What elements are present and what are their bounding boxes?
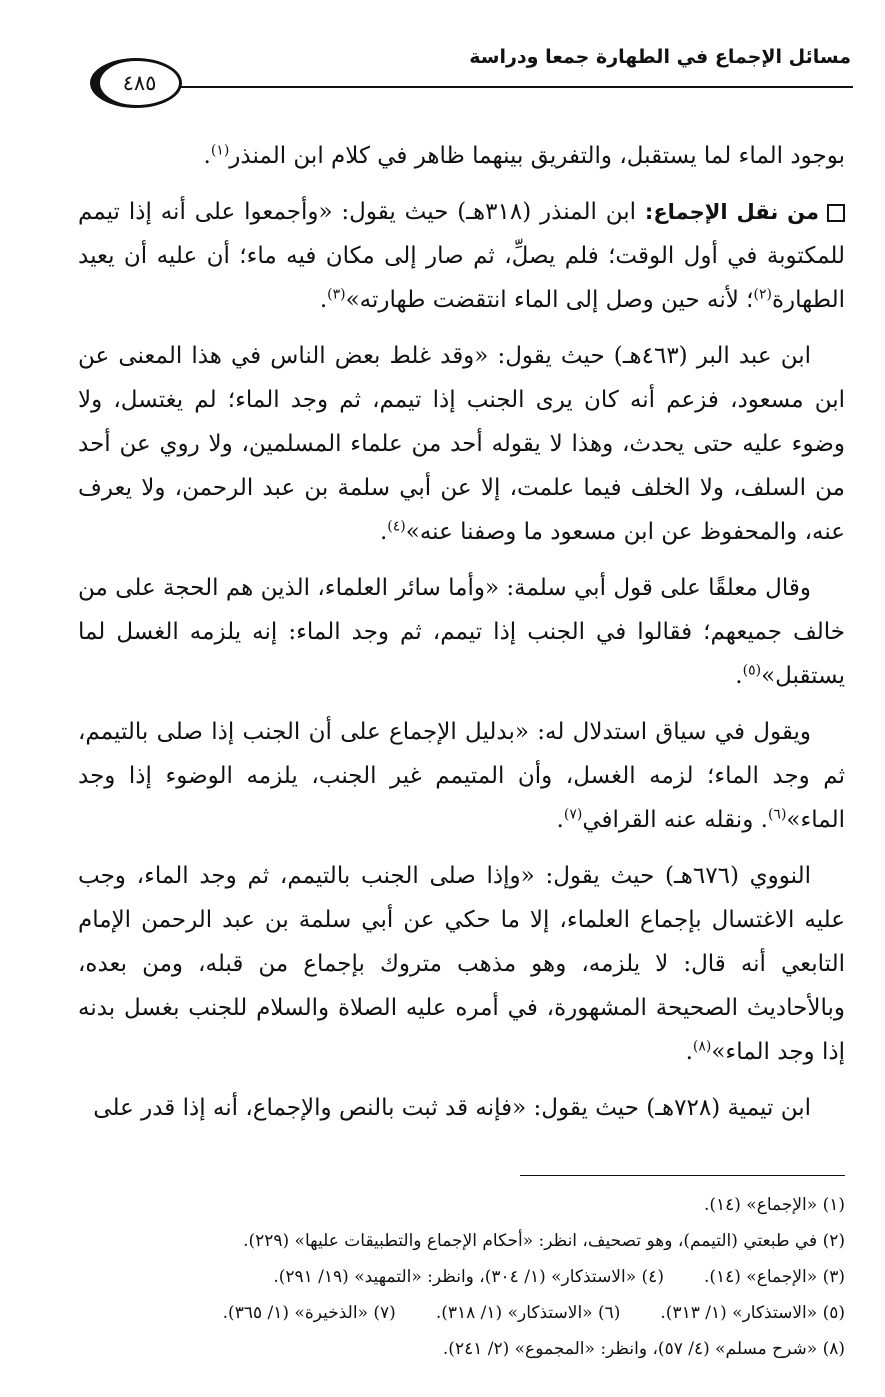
paragraph: وقال معلقًا على قول أبي سلمة: «وأما سائر العلماء، الذين هم الحجة على من خالف جميعهم؛ فقالوا في الجنب إذا تيمم، ثم وجد الماء: إنه يلزمه الغسل لما يستقبل»$^{(٥)}$.	[78, 575, 845, 689]
footnote-line	[78, 1259, 845, 1295]
page-header	[0, 0, 885, 120]
square-bullet-icon	[827, 204, 845, 222]
footnotes	[78, 1187, 845, 1367]
footnote: (٨) «شرح مسلم» (٤/ ٥٧)، وانظر: «المجموع» (٢/ ٢٤١).	[442, 1339, 845, 1359]
paragraph: ابن عبد البر (٤٦٣هـ) حيث يقول: «وقد غلط بعض الناس في هذا المعنى عن ابن مسعود، فزعم أنه كان يرى الجنب إذا تيمم، ثم وجد الماء؛ لم يغتسل، ولا وضوء عليه حتى يحدث، وهذا لا يقوله أحد من علماء المسلمين، ولا روي عن أحد من السلف، ولا الخلف فيما علمت، إلا عن أبي سلمة بن عبد الرحمن، ولا يعرف عنه، والمحفوظ عن ابن مسعود ما وصفنا عنه»$^{(٤)}$.	[78, 343, 845, 545]
footnote: (٤) «الاستذكار» (١/ ٣٠٤)، وانظر: «التمهيد» (١٩/ ٢٩١).	[273, 1267, 664, 1287]
footnote-line	[78, 1331, 845, 1367]
footnote: (٣) «الإجماع» (١٤).	[703, 1267, 845, 1287]
paragraph: بوجود الماء لما يستقبل، والتفريق بينهما ظاهر في كلام ابن المنذر$^{(١)}$.	[203, 142, 845, 169]
footnote: (٥) «الاستذكار» (١/ ٣١٣).	[660, 1303, 845, 1323]
footnote: (٧) «الذخيرة» (١/ ٣٦٥).	[222, 1303, 396, 1323]
footnote-line	[78, 1223, 845, 1259]
paragraph: ابن تيمية (٧٢٨هـ) حيث يقول: «فإنه قد ثبت بالنص والإجماع، أنه إذا قدر على	[93, 1095, 811, 1121]
footnote: (١) «الإجماع» (١٤).	[703, 1195, 845, 1215]
footnote: (٦) «الاستذكار» (١/ ٣١٨).	[435, 1303, 621, 1323]
main-text	[78, 134, 845, 1142]
paragraph: ويقول في سياق استدلال له: «بدليل الإجماع على أن الجنب إذا صلى بالتيمم، ثم وجد الماء؛ لزمه الغسل، وأن المتيمم غير الجنب، يلزمه الوضوء إذا وجد الماء»$^{(٦)}$. ونقله عنه القرافي$^{(٧)}$.	[78, 719, 845, 833]
footnote-separator	[520, 1175, 845, 1176]
footnote: (٢) في طبعتي (التيمم)، وهو تصحيف، انظر: «أحكام الإجماع والتطبيقات عليها» (٢٢٩).	[243, 1231, 845, 1251]
paragraph: من نقل الإجماع: ابن المنذر (٣١٨هـ) حيث يقول: «وأجمعوا على أنه إذا تيمم للمكتوبة في أول الوقت؛ فلم يصلِّ، ثم صار إلى مكان فيه ماء؛ أن عليه أن يعيد الطهارة$^{(٢)}$؛ لأنه حين وصل إلى الماء انتقضت طهارته»$^{(٣)}$.	[78, 199, 845, 313]
page-number: ٤٨٥	[90, 58, 182, 108]
footnote-line	[78, 1187, 845, 1223]
section-heading: من نقل الإجماع:	[644, 200, 819, 224]
header-rule	[180, 86, 853, 88]
footnote-line	[78, 1295, 845, 1331]
running-title: مسائل الإجماع في الطهارة جمعا ودراسة	[469, 46, 851, 68]
paragraph: النووي (٦٧٦هـ) حيث يقول: «وإذا صلى الجنب بالتيمم، ثم وجد الماء، وجب عليه الاغتسال بإجماع العلماء، إلا ما حكي عن أبي سلمة بن عبد الرحمن الإمام التابعي أنه قال: لا يلزمه، وهو مذهب متروك بإجماع من قبله، ومن بعده، وبالأحاديث الصحيحة المشهورة، في أمره عليه الصلاة والسلام للجنب بغسل بدنه إذا وجد الماء»$^{(٨)}$.	[78, 863, 845, 1065]
